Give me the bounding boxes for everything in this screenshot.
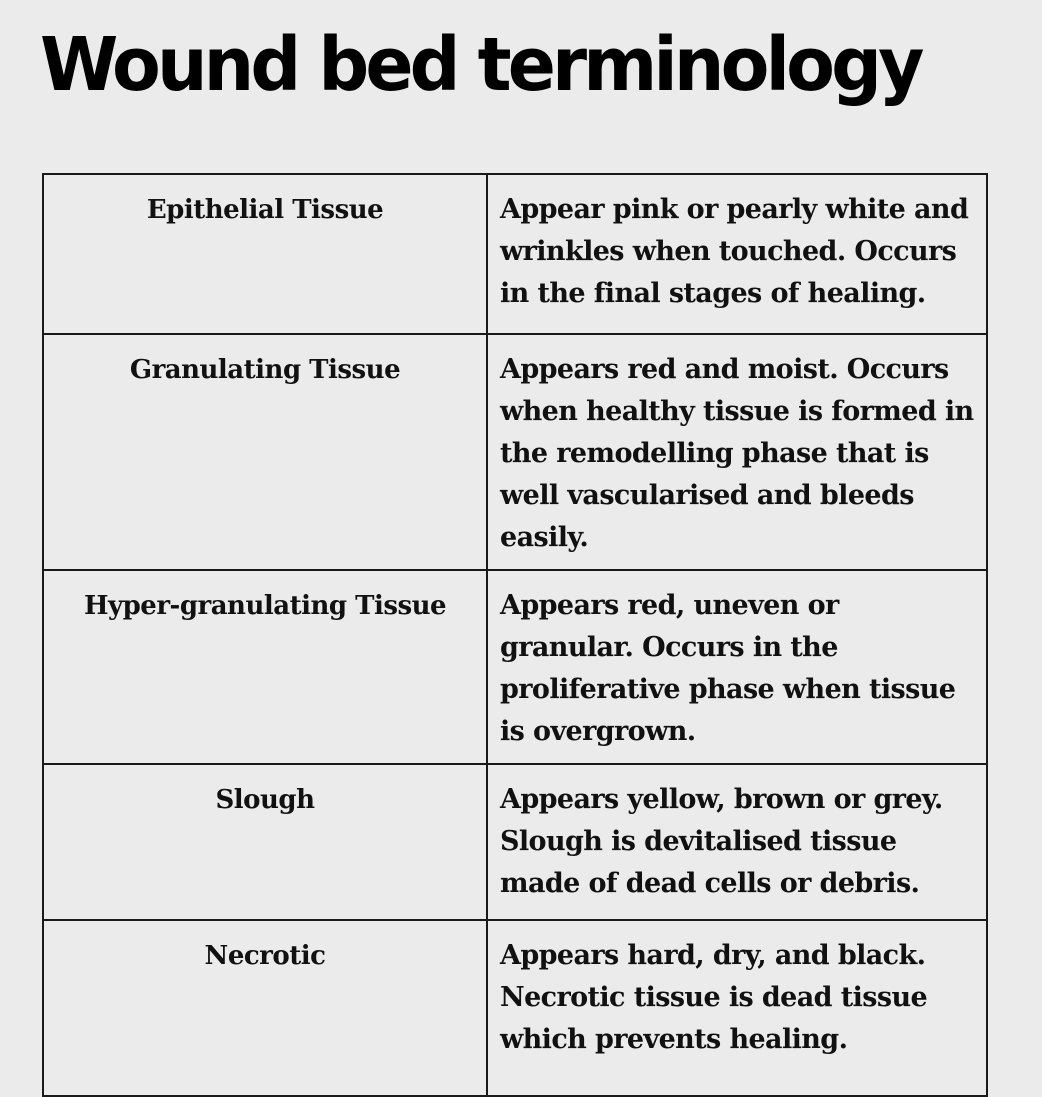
table-row (43, 174, 987, 334)
page-title: Wound bed terminology (40, 22, 921, 108)
table-row (43, 570, 987, 764)
table-row (43, 764, 987, 920)
term-cell: Slough (43, 764, 487, 920)
description-cell: Appears red, uneven or granular. Occurs in the proliferative phase when tissue is overgrown. (487, 570, 987, 764)
term-cell: Necrotic (43, 920, 487, 1096)
description-cell: Appears red and moist. Occurs when healthy tissue is formed in the remodelling phase that is well vascularised and bleeds easily. (487, 334, 987, 570)
term-cell: Epithelial Tissue (43, 174, 487, 334)
description-cell: Appears yellow, brown or grey. Slough is devitalised tissue made of dead cells or debris. (487, 764, 987, 920)
description-cell: Appear pink or pearly white and wrinkles when touched. Occurs in the final stages of healing. (487, 174, 987, 334)
term-cell: Hyper-granulating Tissue (43, 570, 487, 764)
table-row (43, 334, 987, 570)
table-row (43, 920, 987, 1096)
description-cell: Appears hard, dry, and black. Necrotic tissue is dead tissue which prevents healing. (487, 920, 987, 1096)
terminology-table (42, 173, 988, 1097)
term-cell: Granulating Tissue (43, 334, 487, 570)
